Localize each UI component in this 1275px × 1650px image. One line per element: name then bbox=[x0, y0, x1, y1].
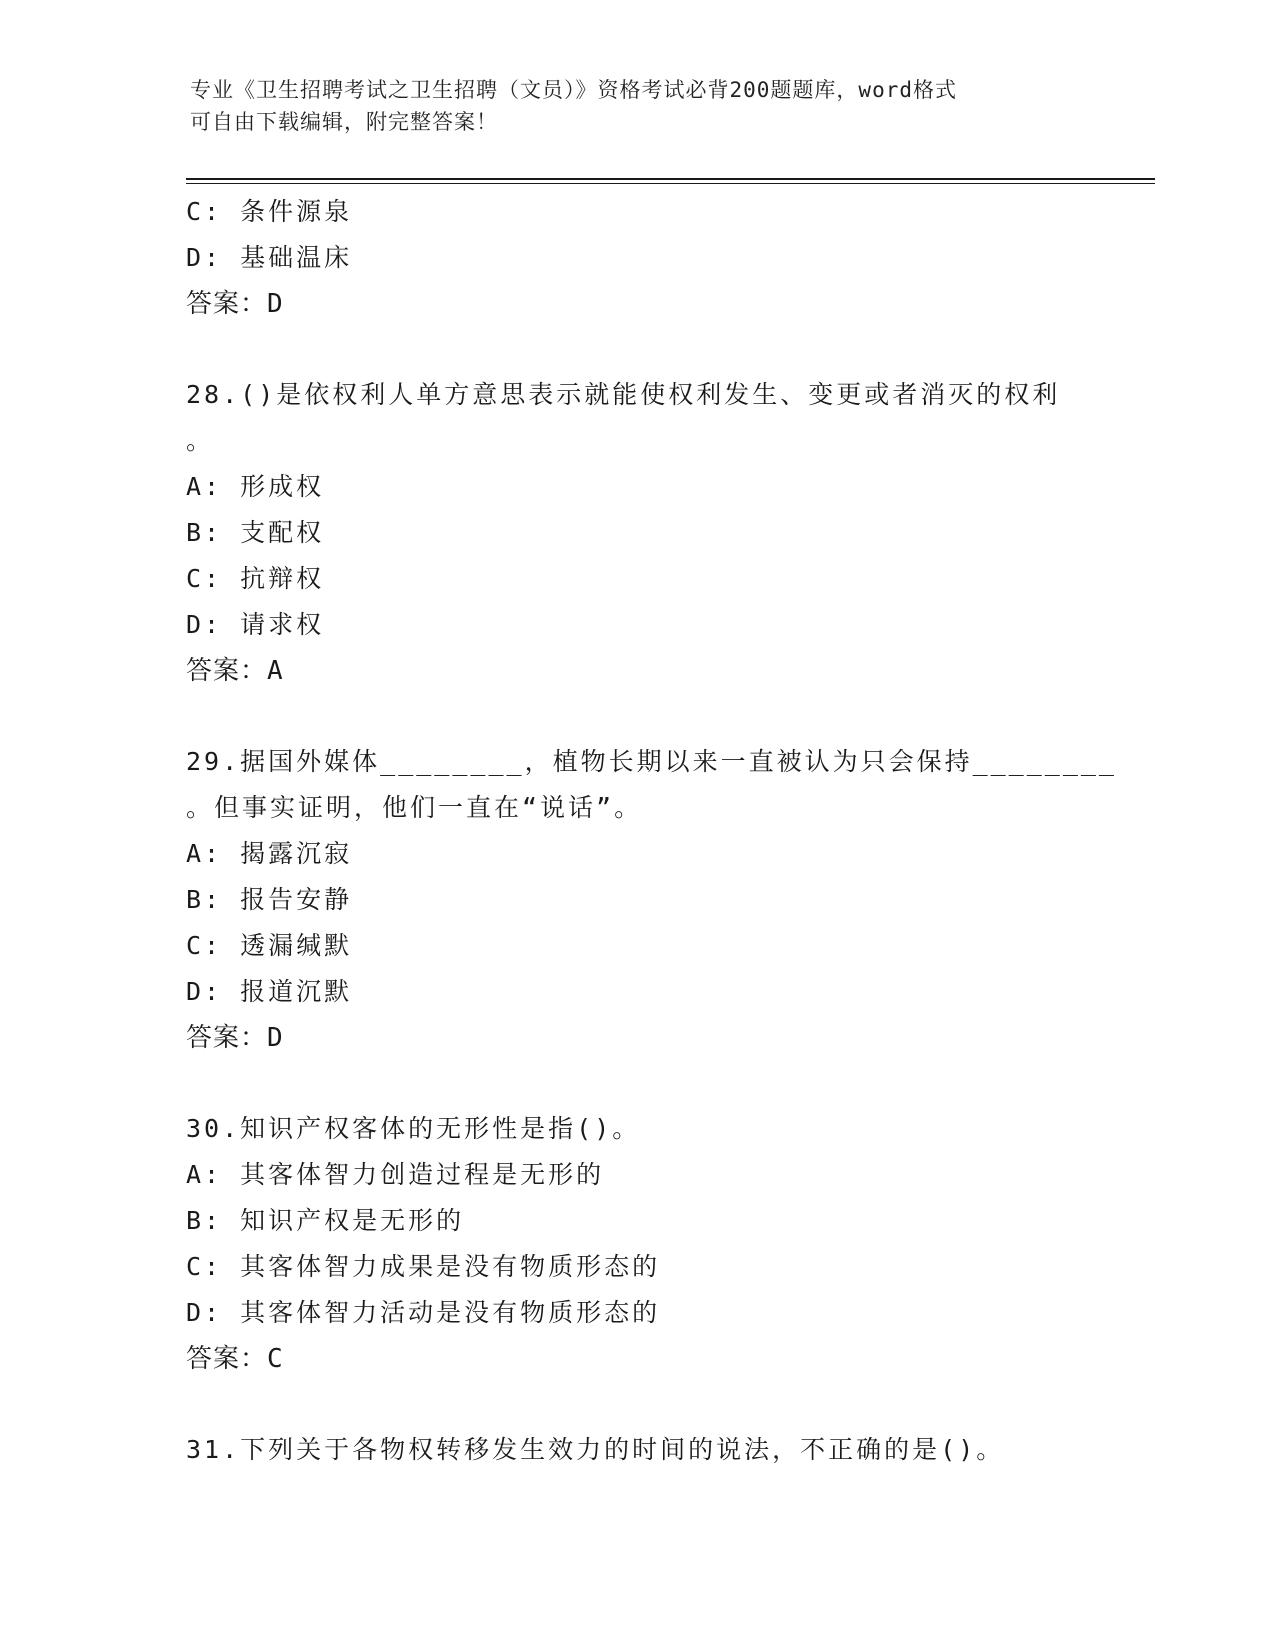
option-a bbox=[186, 1152, 1086, 1198]
answer-label: 答案： bbox=[186, 1344, 268, 1374]
question-stem-line-1: 据国外媒体________，植物长期以来一直被认为只会保持________ bbox=[240, 747, 1117, 776]
option-key: A: bbox=[186, 839, 223, 868]
spacer bbox=[186, 327, 1086, 372]
option-text: 透漏缄默 bbox=[240, 931, 353, 960]
option-d bbox=[186, 602, 1086, 648]
option-c bbox=[186, 556, 1086, 602]
option-key: C: bbox=[186, 197, 223, 226]
option-key: D: bbox=[186, 977, 223, 1006]
option-d bbox=[186, 235, 1086, 281]
answer-line bbox=[186, 1015, 1086, 1061]
option-b bbox=[186, 877, 1086, 923]
option-text: 请求权 bbox=[240, 610, 325, 639]
option-c bbox=[186, 1244, 1086, 1290]
option-key: C: bbox=[186, 564, 223, 593]
question-stem-line-2: 。但事实证明，他们一直在“说话”。 bbox=[186, 793, 643, 822]
header-line-1: 专业《卫生招聘考试之卫生招聘（文员）》资格考试必背200题题库，word格式 bbox=[190, 78, 957, 102]
option-key: A: bbox=[186, 472, 223, 501]
question-stem-line-1: 下列关于各物权转移发生效力的时间的说法，不正确的是()。 bbox=[240, 1435, 1005, 1464]
question-stem bbox=[186, 1427, 1086, 1473]
question-stem bbox=[186, 739, 1117, 785]
question-content bbox=[186, 189, 1117, 1473]
option-b bbox=[186, 510, 1086, 556]
spacer bbox=[186, 1061, 1086, 1106]
option-a bbox=[186, 831, 1086, 877]
question-30 bbox=[186, 1106, 1086, 1382]
option-text: 基础温床 bbox=[240, 243, 353, 272]
question-29 bbox=[186, 739, 1117, 1061]
option-text: 报告安静 bbox=[240, 885, 353, 914]
option-c bbox=[186, 923, 1086, 969]
option-key: D: bbox=[186, 610, 223, 639]
option-key: C: bbox=[186, 1252, 223, 1281]
option-text: 条件源泉 bbox=[240, 197, 353, 226]
answer-label: 答案： bbox=[186, 1023, 268, 1053]
question-28 bbox=[186, 372, 1086, 694]
spacer bbox=[186, 1382, 1086, 1427]
question-31 bbox=[186, 1427, 1086, 1473]
spacer bbox=[186, 694, 1086, 739]
option-text: 知识产权是无形的 bbox=[240, 1206, 465, 1235]
option-key: D: bbox=[186, 243, 223, 272]
option-text: 抗辩权 bbox=[240, 564, 325, 593]
option-d bbox=[186, 969, 1086, 1015]
header-divider-thin bbox=[186, 183, 1155, 184]
answer-value: D bbox=[267, 289, 284, 319]
option-key: D: bbox=[186, 1298, 223, 1327]
question-number: 30. bbox=[186, 1114, 241, 1143]
option-a bbox=[186, 464, 1086, 510]
question-stem-line-2: 。 bbox=[186, 426, 215, 455]
question-number: 29. bbox=[186, 747, 241, 776]
question-stem bbox=[186, 1106, 1086, 1152]
option-key: A: bbox=[186, 1160, 223, 1189]
option-text: 其客体智力成果是没有物质形态的 bbox=[240, 1252, 661, 1281]
answer-value: A bbox=[267, 656, 284, 686]
question-number: 31. bbox=[186, 1435, 241, 1464]
continued-question bbox=[186, 189, 1086, 327]
option-key: C: bbox=[186, 931, 223, 960]
option-text: 其客体智力创造过程是无形的 bbox=[240, 1160, 605, 1189]
option-text: 揭露沉寂 bbox=[240, 839, 353, 868]
option-key: B: bbox=[186, 518, 223, 547]
answer-label: 答案： bbox=[186, 656, 268, 686]
option-text: 支配权 bbox=[240, 518, 325, 547]
document-header bbox=[190, 74, 1070, 138]
option-d bbox=[186, 1290, 1086, 1336]
option-c bbox=[186, 189, 1086, 235]
answer-line bbox=[186, 648, 1086, 694]
header-line-2: 可自由下载编辑，附完整答案！ bbox=[190, 110, 498, 134]
question-stem-line-1: ()是依权利人单方意思表示就能使权利发生、变更或者消灭的权利 bbox=[240, 380, 1061, 409]
question-stem-line-1: 知识产权客体的无形性是指()。 bbox=[240, 1114, 641, 1143]
answer-value: D bbox=[267, 1023, 284, 1053]
option-text: 其客体智力活动是没有物质形态的 bbox=[240, 1298, 661, 1327]
question-number: 28. bbox=[186, 380, 241, 409]
answer-label: 答案： bbox=[186, 289, 268, 319]
question-stem bbox=[186, 372, 1086, 418]
option-text: 形成权 bbox=[240, 472, 325, 501]
answer-line bbox=[186, 281, 1086, 327]
option-text: 报道沉默 bbox=[240, 977, 353, 1006]
header-divider-thick bbox=[186, 178, 1155, 180]
option-key: B: bbox=[186, 1206, 223, 1235]
option-key: B: bbox=[186, 885, 223, 914]
answer-line bbox=[186, 1336, 1086, 1382]
answer-value: C bbox=[267, 1344, 284, 1374]
option-b bbox=[186, 1198, 1086, 1244]
